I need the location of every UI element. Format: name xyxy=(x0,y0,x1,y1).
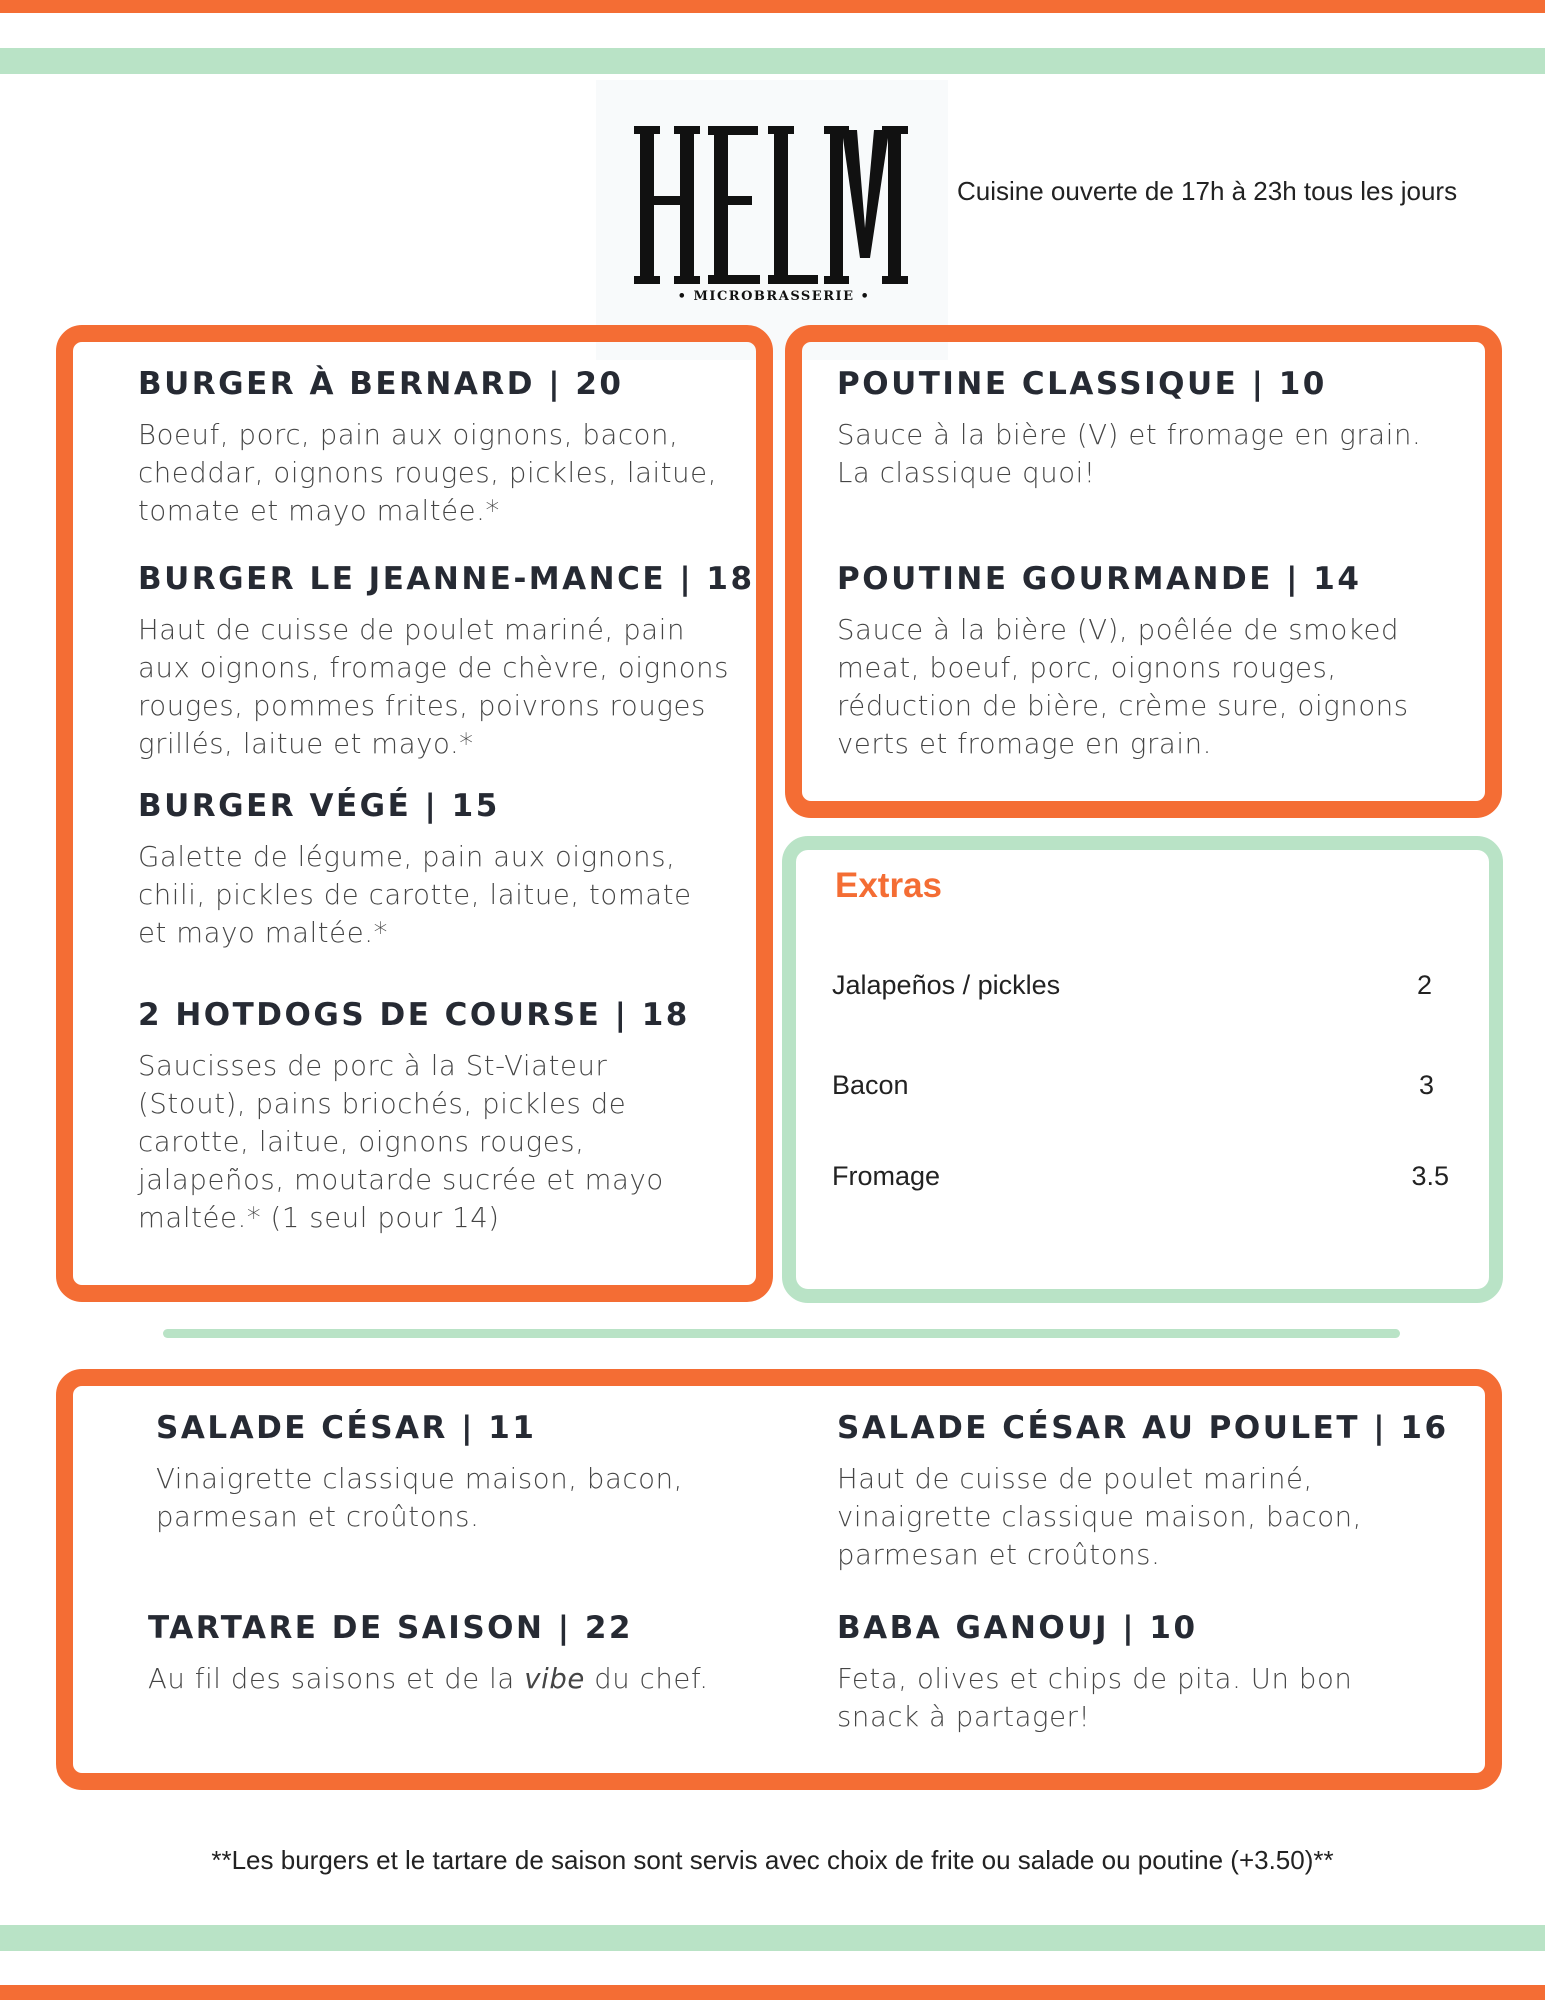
desc-text: Au fil des saisons et de la xyxy=(148,1663,525,1695)
extra-name: Jalapeños / pickles xyxy=(832,970,1061,1000)
desc-emphasis: vibe xyxy=(524,1663,585,1695)
extra-item xyxy=(832,1161,1450,1192)
extra-item xyxy=(832,970,1450,1001)
helm-logo xyxy=(634,108,914,308)
extra-item xyxy=(832,1070,1450,1101)
item-description: Sauce à la bière (V) et fromage en grain. La classique quoi! xyxy=(837,419,1422,489)
desc-text: du chef. xyxy=(584,1663,709,1695)
bottom-orange-stripe xyxy=(0,1985,1545,2000)
kitchen-hours: Cuisine ouverte de 17h à 23h tous les jours xyxy=(957,176,1458,206)
menu-item-burger-jeanne-mance xyxy=(138,559,755,763)
item-description xyxy=(148,1660,768,1698)
item-title: BURGER À BERNARD | 20 xyxy=(138,366,624,402)
item-title: SALADE CÉSAR AU POULET | 16 xyxy=(837,1410,1449,1446)
item-description: Vinaigrette classique maison, bacon, parmesan et croûtons. xyxy=(156,1463,683,1533)
bottom-green-stripe xyxy=(0,1925,1545,1951)
item-title: POUTINE GOURMANDE | 14 xyxy=(837,561,1362,597)
menu-item-burger-bernard xyxy=(138,364,738,530)
extra-name: Fromage xyxy=(832,1161,941,1191)
item-title: BURGER LE JEANNE-MANCE | 18 xyxy=(138,561,755,597)
item-description: Galette de légume, pain aux oignons, chili, pickles de carotte, laitue, tomate et mayo maltée.* xyxy=(138,841,692,949)
menu-item-hotdogs xyxy=(138,995,698,1237)
extra-price: 3 xyxy=(1418,1070,1434,1100)
menu-item-salade-cesar xyxy=(156,1408,716,1536)
extra-price: 2 xyxy=(1416,970,1432,1000)
section-divider xyxy=(163,1329,1400,1338)
menu-item-poutine-classique xyxy=(837,364,1437,492)
menu-item-salade-cesar-poulet xyxy=(837,1408,1449,1574)
item-description: Feta, olives et chips de pita. Un bon snack à partager! xyxy=(837,1663,1353,1733)
item-description: Boeuf, porc, pain aux oignons, bacon, cheddar, oignons rouges, pickles, laitue, tomate et mayo maltée.* xyxy=(138,419,718,527)
logo-subtitle: • MICROBRASSERIE • xyxy=(677,289,871,304)
menu-item-poutine-gourmande xyxy=(837,559,1437,763)
extras-title: Extras xyxy=(835,866,943,905)
item-title: BABA GANOUJ | 10 xyxy=(837,1610,1198,1646)
item-description: Saucisses de porc à la St-Viateur (Stout), pains briochés, pickles de carotte, laitue, oignons rouges, jalapeños, moutarde sucrée et mayo maltée.* (1 seul pour 14) xyxy=(138,1050,664,1234)
extra-name: Bacon xyxy=(832,1070,909,1100)
item-description: Haut de cuisse de poulet mariné, vinaigrette classique maison, bacon, parmesan et croûtons. xyxy=(837,1463,1363,1571)
top-green-stripe xyxy=(0,48,1545,74)
item-description: Sauce à la bière (V), poêlée de smoked meat, boeuf, porc, oignons rouges, réduction de bière, crème sure, oignons verts et fromage en grain. xyxy=(837,614,1409,760)
extra-price: 3.5 xyxy=(1411,1161,1449,1191)
item-title: SALADE CÉSAR | 11 xyxy=(156,1410,537,1446)
footer-note: **Les burgers et le tartare de saison sont servis avec choix de frite ou salade ou poutine (+3.50)** xyxy=(211,1845,1334,1875)
item-title: 2 HOTDOGS DE COURSE | 18 xyxy=(138,997,690,1033)
top-orange-stripe xyxy=(0,0,1545,13)
item-title: TARTARE DE SAISON | 22 xyxy=(148,1610,634,1646)
menu-item-tartare xyxy=(148,1608,768,1698)
menu-item-burger-vege xyxy=(138,786,718,952)
menu-item-baba-ganouj xyxy=(837,1608,1397,1736)
item-title: POUTINE CLASSIQUE | 10 xyxy=(837,366,1327,402)
item-title: BURGER VÉGÉ | 15 xyxy=(138,788,500,824)
item-description: Haut de cuisse de poulet mariné, pain aux oignons, fromage de chèvre, oignons rouges, pommes frites, poivrons rouges grillés, laitue et mayo.* xyxy=(138,614,730,760)
